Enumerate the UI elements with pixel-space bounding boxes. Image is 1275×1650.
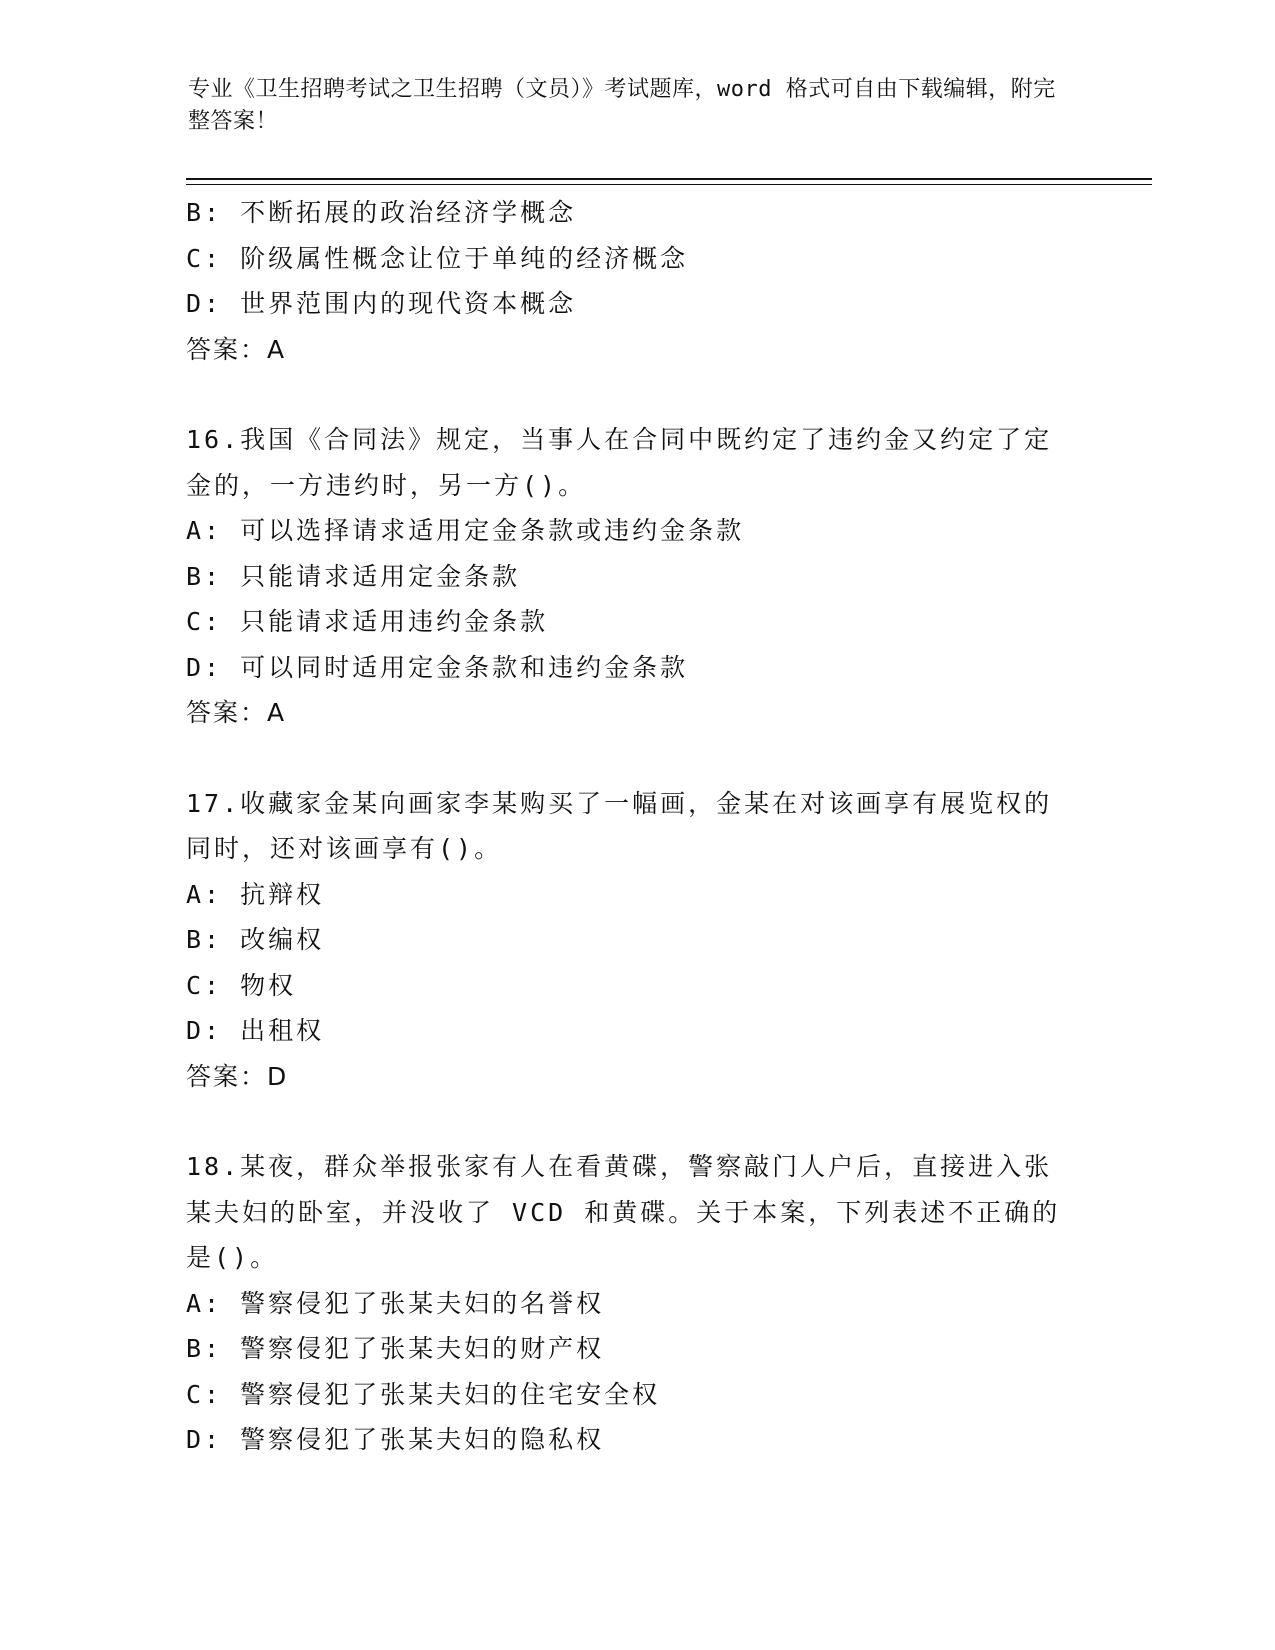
option-d: D: 警察侵犯了张某夫妇的隐私权: [186, 1425, 605, 1454]
option-d: D: 出租权: [186, 1016, 325, 1045]
option-b: B: 改编权: [186, 925, 325, 954]
answer-line: 答案：A: [186, 698, 287, 727]
option-a: A: 可以选择请求适用定金条款或违约金条款: [186, 516, 745, 545]
header-rule-thick: [186, 178, 1152, 180]
question-17: [186, 781, 1086, 1100]
question-stem: 17.收藏家金某向画家李某购买了一幅画，金某在对该画享有展览权的同时，还对该画享有()。: [186, 788, 1053, 863]
question-18: [186, 1144, 1086, 1463]
option-b: B: 警察侵犯了张某夫妇的财产权: [186, 1334, 605, 1363]
option-d: D: 世界范围内的现代资本概念: [186, 289, 577, 318]
option-a: A: 抗辩权: [186, 879, 325, 909]
option-c: C: 警察侵犯了张某夫妇的住宅安全权: [186, 1379, 661, 1409]
option-c: C: 阶级属性概念让位于单纯的经济概念: [186, 243, 689, 273]
option-d: D: 可以同时适用定金条款和违约金条款: [186, 652, 689, 682]
option-c: C: 物权: [186, 970, 297, 1000]
option-c: C: 只能请求适用违约金条款: [186, 607, 549, 636]
header-rule-thin: [186, 184, 1152, 185]
document-header: 专业《卫生招聘考试之卫生招聘（文员）》考试题库，word 格式可自由下载编辑，附完整答案！: [188, 77, 1056, 134]
option-b: B: 只能请求适用定金条款: [186, 561, 521, 591]
question-16: [186, 417, 1086, 736]
question-stem: 18.某夜，群众举报张家有人在看黄碟，警察敲门人户后，直接进入张某夫妇的卧室，并没收了 VCD 和黄碟。关于本案，下列表述不正确的是()。: [186, 1152, 1061, 1272]
option-b: B: 不断拓展的政治经济学概念: [186, 198, 577, 227]
option-a: A: 警察侵犯了张某夫妇的名誉权: [186, 1288, 605, 1318]
question-content: [186, 190, 1086, 1463]
continued-question: [186, 190, 1086, 372]
answer-line: 答案：D: [186, 1061, 289, 1091]
answer-line: 答案：A: [186, 334, 287, 364]
question-stem: 16.我国《合同法》规定，当事人在合同中既约定了违约金又约定了定金的，一方违约时，另一方()。: [186, 425, 1053, 500]
